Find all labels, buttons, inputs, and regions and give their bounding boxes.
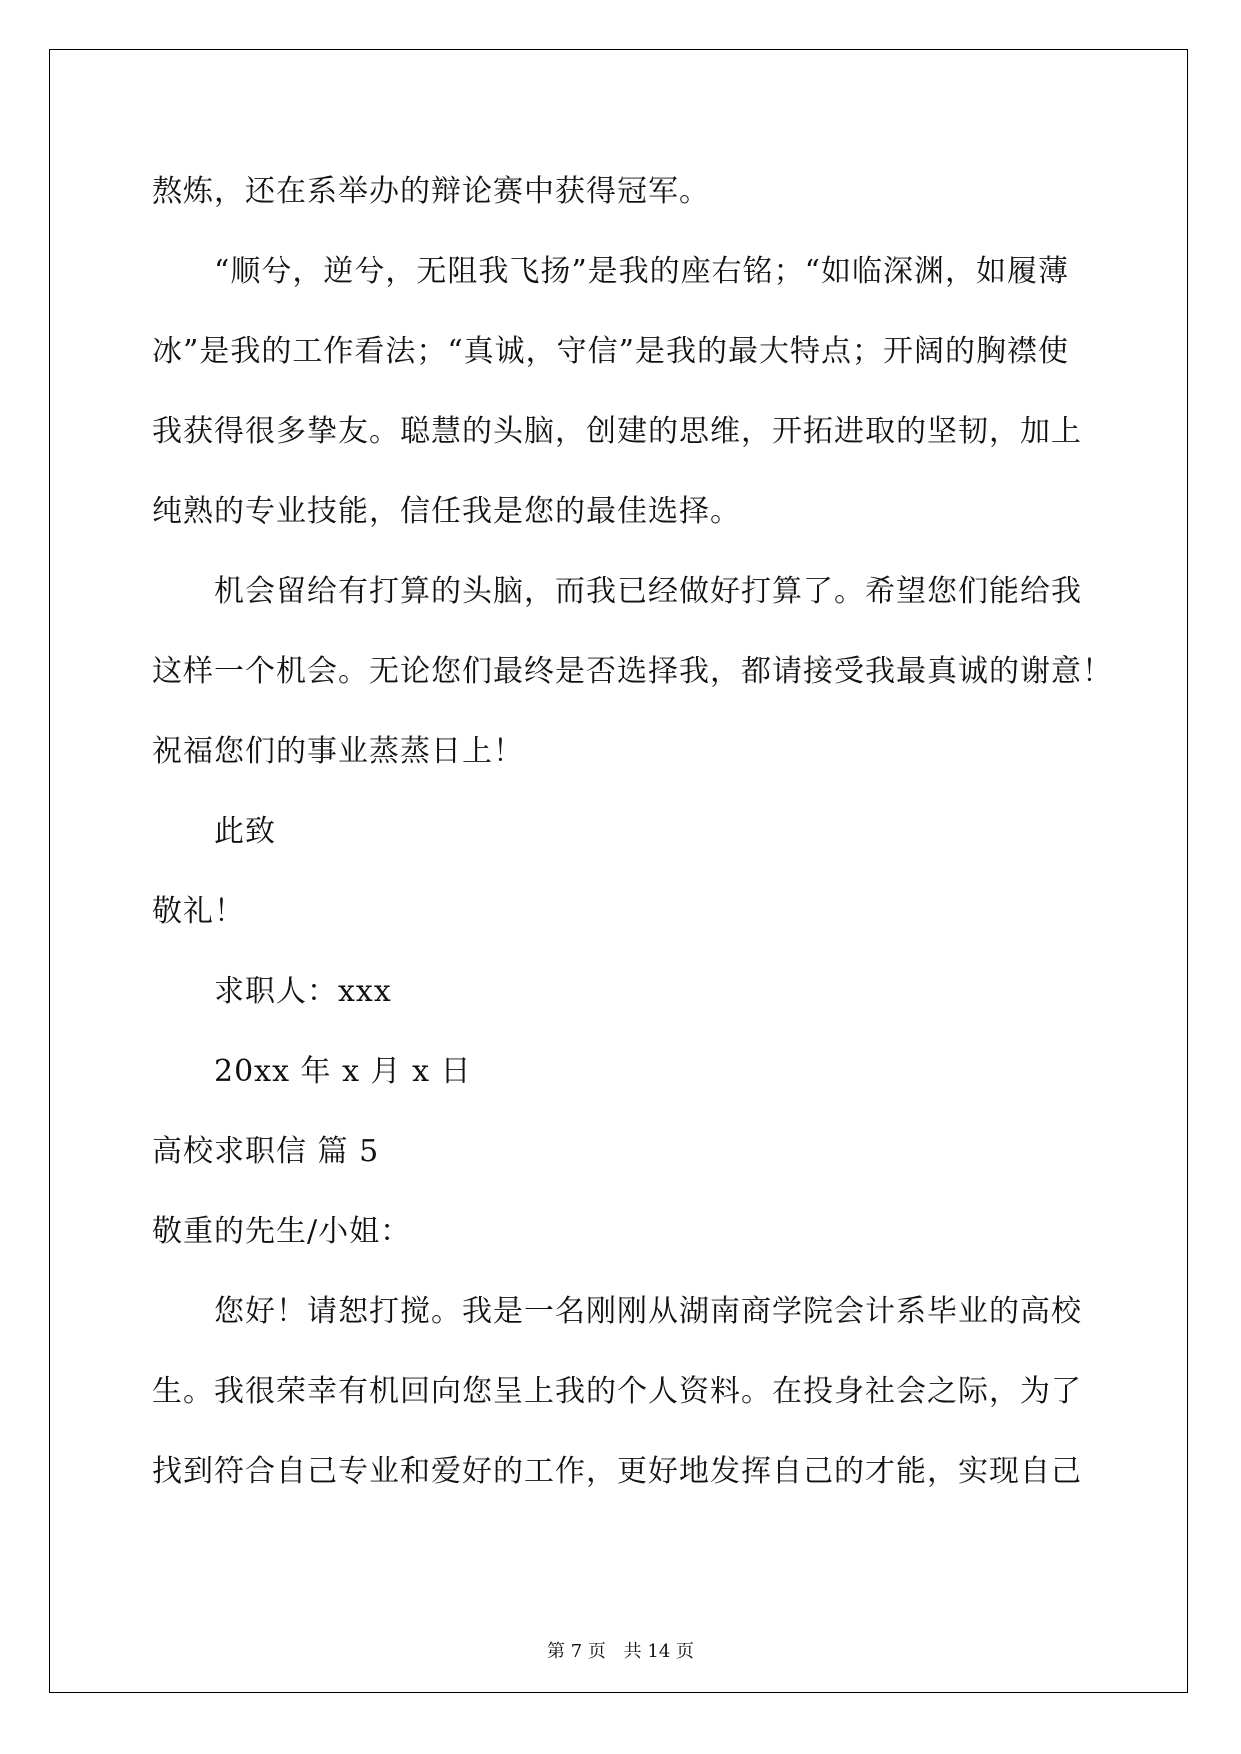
text-line: 熬炼，还在系举办的辩论赛中获得冠军。: [152, 174, 710, 209]
section-heading: 高校求职信 篇 5: [152, 1134, 380, 1169]
text-line: 生。我很荣幸有机回向您呈上我的个人资料。在投身社会之际，为了: [152, 1374, 1082, 1409]
closing-line: 此致: [214, 814, 276, 849]
text-line: 冰”是我的工作看法；“真诚，守信”是我的最大特点；开阔的胸襟使: [152, 334, 1070, 369]
page-number: 第 7 页: [547, 1641, 606, 1662]
text-line: 找到符合自己专业和爱好的工作，更好地发挥自己的才能，实现自己: [152, 1454, 1082, 1489]
greeting-line: 敬重的先生/小姐：: [152, 1214, 412, 1249]
page-footer: [0, 1637, 1241, 1663]
salutation-line: 敬礼！: [152, 894, 245, 929]
text-line: 纯熟的专业技能，信任我是您的最佳选择。: [152, 494, 741, 529]
page-border: [49, 49, 1188, 1693]
page-total: 共 14 页: [623, 1641, 694, 1662]
signature-line: 求职人：xxx: [214, 974, 392, 1009]
text-line: 我获得很多挚友。聪慧的头脑，创建的思维，开拓进取的坚韧，加上: [152, 414, 1082, 449]
date-line: 20xx 年 x 月 x 日: [214, 1054, 472, 1089]
text-line: 这样一个机会。无论您们最终是否选择我，都请接受我最真诚的谢意！: [152, 654, 1113, 689]
text-line: 您好！请恕打搅。我是一名刚刚从湖南商学院会计系毕业的高校: [214, 1294, 1082, 1329]
text-line: 机会留给有打算的头脑，而我已经做好打算了。希望您们能给我: [214, 574, 1082, 609]
text-line: “顺兮，逆兮，无阻我飞扬”是我的座右铭；“如临深渊，如履薄: [214, 254, 1070, 289]
text-line: 祝福您们的事业蒸蒸日上！: [152, 734, 524, 769]
